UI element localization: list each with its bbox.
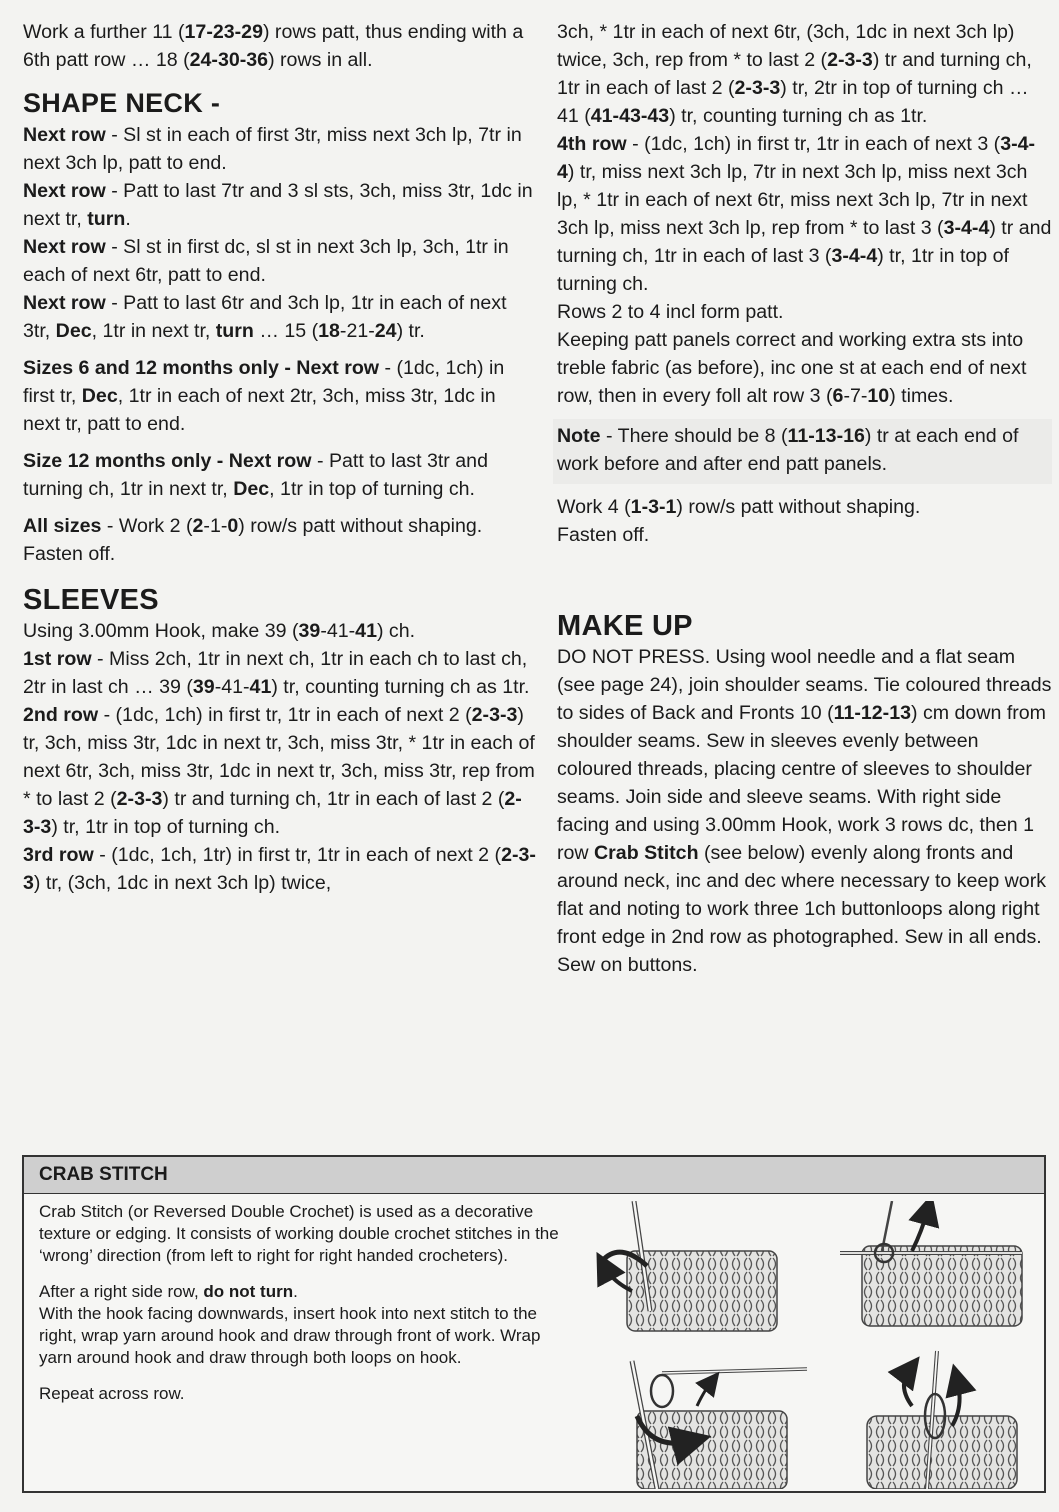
text-run: ) rows in all. — [268, 49, 373, 71]
text-run: ) cm down from shoulder seams. Sew in sleeves evenly between coloured threads, placing centre of sleeves to shoulder seams. Join side and sleeve seams. With right side facing and using 3.00mm Hook, work 3 rows dc, then 1 row — [557, 702, 1047, 864]
row-4-paragraph — [557, 130, 1052, 298]
bold-run: do not turn — [203, 1282, 294, 1301]
text-run: ) tr. — [396, 320, 425, 342]
crab-stitch-step-4-illustration — [867, 1351, 1017, 1489]
bold-run: Dec — [55, 320, 92, 342]
shape-neck-row-4 — [23, 289, 538, 345]
text-run: - (1dc, 1ch) in first tr, 1tr in each of next 2 ( — [98, 704, 472, 726]
bold-run: Next row — [23, 292, 106, 314]
shape-neck-row-3 — [23, 233, 538, 289]
keeping-patt-paragraph — [557, 326, 1052, 410]
text-run: -7- — [843, 385, 868, 407]
rows-form-patt-text: Rows 2 to 4 incl form patt. — [557, 301, 784, 323]
shape-neck-row-1 — [23, 121, 538, 177]
bold-run: Dec — [233, 478, 270, 500]
sleeves-intro — [23, 617, 538, 645]
text-run: 3ch, * 1tr in each of next 6tr, (3ch, 1dc in next 3ch lp) twice, 3ch, rep from * to last 2 ( — [557, 21, 1015, 71]
sleeves-row-1 — [23, 645, 538, 701]
text-run: ) tr, 1tr in top of turning ch. — [557, 245, 1009, 295]
text-run: , 1tr in top of turning ch. — [269, 478, 476, 500]
crab-para-3: With the hook facing downwards, insert hook into next stitch to the right, wrap yarn around hook and draw through front of work. Wrap yarn around hook and draw through both loops on hook. — [39, 1304, 541, 1367]
bold-run: 3-4-4 — [831, 245, 878, 267]
crab-stitch-text — [39, 1201, 569, 1405]
bold-run: 3-4-4 — [943, 217, 990, 239]
crab-stitch-step-3-illustration — [632, 1361, 807, 1489]
bold-run: 6 — [832, 385, 844, 407]
bold-run: All sizes — [23, 515, 102, 537]
text-run: -41- — [214, 676, 250, 698]
text-run: After a right side row, — [39, 1282, 204, 1301]
bold-run: 17-23-29 — [184, 21, 263, 43]
text-run: - Work 2 ( — [101, 515, 193, 537]
sleeves-heading: SLEEVES — [23, 584, 159, 616]
text-run: - (1dc, 1ch) in first tr, — [23, 357, 505, 407]
bold-run: 39 — [192, 676, 215, 698]
text-run: - Sl st in each of first 3tr, miss next 3ch lp, 7tr in next 3ch lp, patt to end. — [23, 124, 522, 174]
bold-run: Note — [557, 425, 601, 447]
sizes-6-12-paragraph — [23, 354, 538, 438]
crab-stitch-title: CRAB STITCH — [24, 1157, 1044, 1194]
text-run: - Patt to last 6tr and 3ch lp, 1tr in each of next 3tr, — [23, 292, 507, 342]
bold-run: 4th row — [557, 133, 627, 155]
crab-para-1: Crab Stitch (or Reversed Double Crochet) is used as a decorative texture or edging. It consists of working double crochet stitches in the ‘wrong’ direction (from left to right for right handed crocheters). — [39, 1202, 559, 1265]
bold-run: 41 — [355, 620, 377, 642]
text-run: ) row/s patt without shaping. — [676, 496, 921, 518]
bold-run: 11-12-13 — [833, 702, 911, 724]
bold-run: 2-3-3 — [471, 704, 518, 726]
bold-run: Next row — [23, 180, 106, 202]
text-run: ) tr, (3ch, 1dc in next 3ch lp) twice, — [33, 872, 332, 894]
all-sizes-paragraph — [23, 512, 538, 540]
text-run: - Sl st in first dc, sl st in next 3ch lp, 3ch, 1tr in each of next 6tr, patt to end. — [23, 236, 509, 286]
text-run: ) row/s patt without shaping. — [238, 515, 483, 537]
text-run: ) tr, 3ch, miss 3tr, 1dc in next tr, 3ch, miss 3tr, * 1tr in each of next 6tr, 3ch, miss 3tr, 1dc in next tr, 3ch, miss 3tr, rep from * to last 2 ( — [23, 704, 535, 810]
text-run: Using 3.00mm Hook, make 39 ( — [23, 620, 299, 642]
fasten-off-text: Fasten off. — [23, 543, 116, 565]
bold-run: Dec — [81, 385, 118, 407]
crab-stitch-box — [22, 1155, 1046, 1493]
bold-run: 3-4-4 — [557, 133, 1036, 183]
bold-run: 2-3-3 — [116, 788, 163, 810]
bold-run: 18 — [318, 320, 340, 342]
text-run: ) tr, counting turning ch as 1tr. — [271, 676, 530, 698]
bold-run: 24-30-36 — [189, 49, 269, 71]
text-run: ) ch. — [376, 620, 416, 642]
bold-run: 3rd row — [23, 844, 94, 866]
sleeves-row-2 — [23, 701, 538, 841]
crab-stitch-illustrations — [592, 1201, 1040, 1489]
text-run: -21- — [339, 320, 375, 342]
bold-run: 2-3-3 — [734, 77, 781, 99]
bold-run: 10 — [867, 385, 890, 407]
crab-para-2 — [39, 1281, 569, 1303]
continuation-paragraph — [557, 18, 1052, 130]
bold-run: 11-13-16 — [787, 425, 865, 447]
text-run: … 15 ( — [253, 320, 319, 342]
note-paragraph — [557, 422, 1048, 478]
sleeves-row-3 — [23, 841, 538, 897]
text-run: DO NOT PRESS. Using wool needle and a flat seam (see page 24), join shoulder seams. Tie coloured threads to sides of Back and Fronts 10 ( — [557, 646, 1052, 724]
text-run: - (1dc, 1ch) in first tr, 1tr in each of next 3 ( — [626, 133, 1001, 155]
text-run: ) tr and turning ch, 1tr in each of last 2 ( — [162, 788, 505, 810]
bold-run: 41 — [249, 676, 272, 698]
text-run: - There should be 8 ( — [600, 425, 788, 447]
text-run: ) tr and turning ch, 1tr in each of last 2 ( — [557, 49, 1032, 99]
bold-run: 2-3-3 — [23, 844, 536, 894]
text-run: Keeping patt panels correct and working extra sts into treble fabric (as before), inc one st at each end of next row, then in every foll alt row 3 ( — [557, 329, 1027, 407]
text-run: . — [125, 208, 131, 230]
crab-stitch-step-1-illustration — [602, 1201, 777, 1331]
bold-run: 1st row — [23, 648, 92, 670]
bold-run: 2nd row — [23, 704, 99, 726]
bold-run: 2 — [192, 515, 204, 537]
work-4-paragraph — [557, 493, 1052, 521]
bold-run: 2-3-3 — [23, 788, 522, 838]
text-run: ) tr and turning ch, 1tr in each of last 3 ( — [557, 217, 1052, 267]
bold-run: Next row — [23, 236, 106, 258]
text-run: - Patt to last 3tr and turning ch, 1tr in next tr, — [23, 450, 488, 500]
right-column — [557, 18, 1052, 979]
bold-run: turn — [215, 320, 254, 342]
text-run: ) rows patt, thus ending with a 6th patt row … 18 ( — [23, 21, 524, 71]
text-run: Work a further 11 ( — [23, 21, 185, 43]
text-run: ) tr, counting turning ch as 1tr. — [669, 105, 928, 127]
intro-paragraph — [23, 18, 538, 74]
left-column — [23, 18, 538, 897]
text-run: ) tr at each end of work before and after end patt panels. — [557, 425, 1019, 475]
note-box — [553, 419, 1052, 484]
text-run: ) tr, 1tr in top of turning ch. — [51, 816, 281, 838]
text-run: (see below) evenly along fronts and around neck, inc and dec where necessary to keep work flat and noting to work three 1ch buttonloops along right front edge in 2nd row as photographed. Sew in all ends. Sew on buttons. — [557, 842, 1047, 976]
bold-run: 2-3-3 — [827, 49, 873, 71]
text-run: - (1dc, 1ch, 1tr) in first tr, 1tr in each of next 2 ( — [93, 844, 502, 866]
crab-para-4: Repeat across row. — [39, 1384, 185, 1403]
bold-run: 24 — [374, 320, 397, 342]
bold-run: Next row — [23, 124, 106, 146]
text-run: ) tr, 2tr in top of turning ch … 41 ( — [557, 77, 1029, 127]
text-run: ) times. — [889, 385, 954, 407]
bold-run: Crab Stitch — [594, 842, 699, 864]
make-up-paragraph — [557, 643, 1052, 979]
shape-neck-heading: SHAPE NECK - — [23, 88, 221, 118]
fasten-off-text-right: Fasten off. — [557, 524, 650, 546]
text-run: , 1tr in each of next 2tr, 3ch, miss 3tr, 1dc in next tr, patt to end. — [23, 385, 496, 435]
text-run: -1- — [203, 515, 228, 537]
bold-run: Size 12 months only - Next row — [23, 450, 312, 472]
bold-run: 0 — [227, 515, 239, 537]
text-run: Work 4 ( — [557, 496, 631, 518]
crab-stitch-step-2-illustration — [840, 1201, 1022, 1326]
text-run: , 1tr in next tr, — [91, 320, 216, 342]
text-run: . — [293, 1282, 298, 1301]
bold-run: 1-3-1 — [630, 496, 677, 518]
bold-run: Sizes 6 and 12 months only - Next row — [23, 357, 380, 379]
size-12-paragraph — [23, 447, 538, 503]
bold-run: turn — [87, 208, 126, 230]
text-run: - Miss 2ch, 1tr in next ch, 1tr in each ch to last ch, 2tr in last ch … 39 ( — [23, 648, 528, 698]
shape-neck-row-2 — [23, 177, 538, 233]
bold-run: 39 — [298, 620, 321, 642]
text-run: -41- — [320, 620, 356, 642]
bold-run: 41-43-43 — [590, 105, 670, 127]
make-up-heading: MAKE UP — [557, 610, 693, 642]
text-run: ) tr, miss next 3ch lp, 7tr in next 3ch lp, miss next 3ch lp, * 1tr in each of next 6tr, miss next 3ch lp, 7tr in next 3ch lp, miss next 3ch lp, rep from * to last 3 ( — [557, 161, 1028, 239]
text-run: - Patt to last 7tr and 3 sl sts, 3ch, miss 3tr, 1dc in next tr, — [23, 180, 533, 230]
